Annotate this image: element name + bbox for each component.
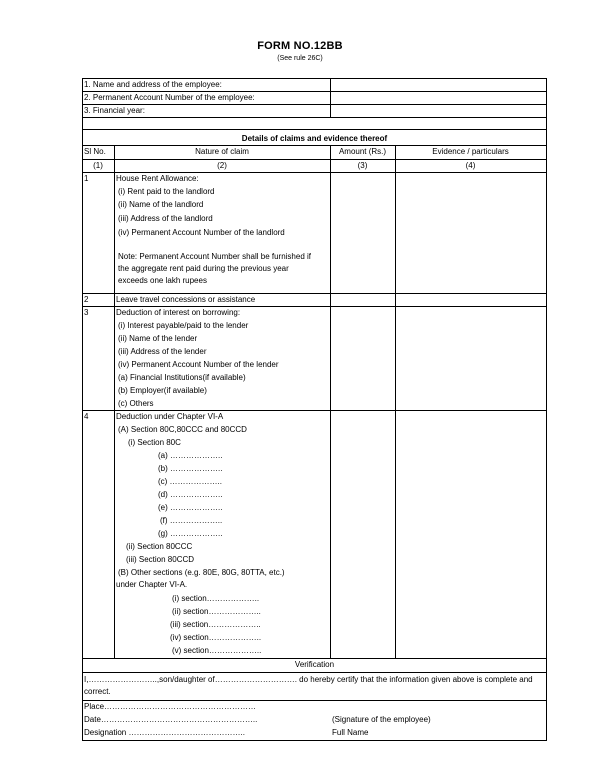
financial-year-label: 3. Financial year:: [84, 106, 145, 115]
column-number: (1): [93, 161, 103, 170]
date-field: Date…………………………………………………..: [84, 715, 258, 724]
claim-line: (iii) Address of the landlord: [118, 214, 213, 223]
column-number: (3): [357, 161, 368, 170]
sl-number: 4: [84, 412, 89, 421]
claim-line: (iv) section………………..: [170, 633, 262, 642]
column-header: Evidence / particulars: [432, 147, 509, 156]
column-header: Amount (Rs.): [338, 147, 387, 156]
claim-line: (c) ………………..: [158, 477, 222, 486]
full-name-label: Full Name: [332, 728, 369, 737]
column-number: (4): [465, 161, 476, 170]
claim-line: (i) Interest payable/paid to the lender: [118, 321, 249, 330]
form-table: [82, 78, 547, 741]
claim-line: (iv) Permanent Account Number of the lender: [118, 360, 279, 369]
verification-statement: I,……………………..,son/daughter of…………………………. do hereby certify that the information given above is complete and correct.: [84, 675, 533, 696]
claim-line: (a) Financial Institutions(if available): [118, 373, 246, 382]
claim-line: (iv) Permanent Account Number of the landlord: [118, 228, 285, 237]
claim-line: Leave travel concessions or assistance: [116, 295, 256, 304]
claim-line: (c) Others: [118, 399, 154, 408]
claim-line: (A) Section 80C,80CCC and 80CCD: [118, 425, 247, 434]
rent-note: Note: Permanent Account Number shall be furnished if the aggregate rent paid during the previous year exceeds one lakh rupees: [118, 252, 311, 285]
claim-line: (d) ………………..: [158, 490, 223, 499]
verification-heading: Verification: [294, 660, 335, 669]
claim-line: (v) section………………..: [172, 646, 262, 655]
sl-number: 3: [84, 308, 89, 317]
column-header: Nature of claim: [195, 147, 249, 156]
claim-line: (B) Other sections (e.g. 80E, 80G, 80TTA, etc.): [118, 568, 285, 577]
claim-line: (e) ………………..: [158, 503, 223, 512]
claim-line: House Rent Allowance:: [116, 174, 199, 183]
claim-line: (b) ………………..: [158, 464, 223, 473]
form-title: FORM NO.12BB: [257, 40, 343, 52]
claim-line: (b) Employer(if available): [118, 386, 207, 395]
claim-line: Deduction under Chapter VI-A: [116, 412, 224, 421]
claim-line: (ii) Section 80CCC: [126, 542, 193, 551]
claim-line: (ii) section………………..: [172, 607, 261, 616]
claim-line: (f) ………………..: [160, 516, 223, 525]
designation-field: Designation ……………………………………..: [84, 728, 245, 737]
signature-label: (Signature of the employee): [332, 715, 431, 724]
claims-heading: Details of claims and evidence thereof: [241, 134, 388, 143]
claim-line: (iii) Address of the lender: [118, 347, 207, 356]
column-header: Sl No.: [84, 147, 106, 156]
column-number: (2): [217, 161, 227, 170]
claim-line: (i) section………………..: [172, 594, 260, 603]
claim-line: (iii) Section 80CCD: [126, 555, 195, 564]
claim-line: (i) Rent paid to the landlord: [118, 187, 215, 196]
form-subtitle: (See rule 26C): [277, 55, 323, 62]
claim-line: (g) ………………..: [158, 529, 223, 538]
claim-line: (a) ………………..: [158, 451, 223, 460]
claim-line: Deduction of interest on borrowing:: [116, 308, 241, 317]
claim-line: under Chapter VI-A.: [116, 580, 188, 589]
claim-line: (iii) section………………..: [170, 620, 261, 629]
sl-number: 1: [84, 174, 89, 183]
claim-line: (ii) Name of the landlord: [118, 200, 204, 209]
employee-pan-label: 2. Permanent Account Number of the employee:: [84, 93, 255, 102]
place-field: Place…………………………………………………: [84, 702, 257, 711]
sl-number: 2: [84, 295, 89, 304]
claim-line: (ii) Name of the lender: [118, 334, 198, 343]
claim-line: (i) Section 80C: [128, 438, 181, 447]
employee-name-label: 1. Name and address of the employee:: [84, 80, 222, 89]
